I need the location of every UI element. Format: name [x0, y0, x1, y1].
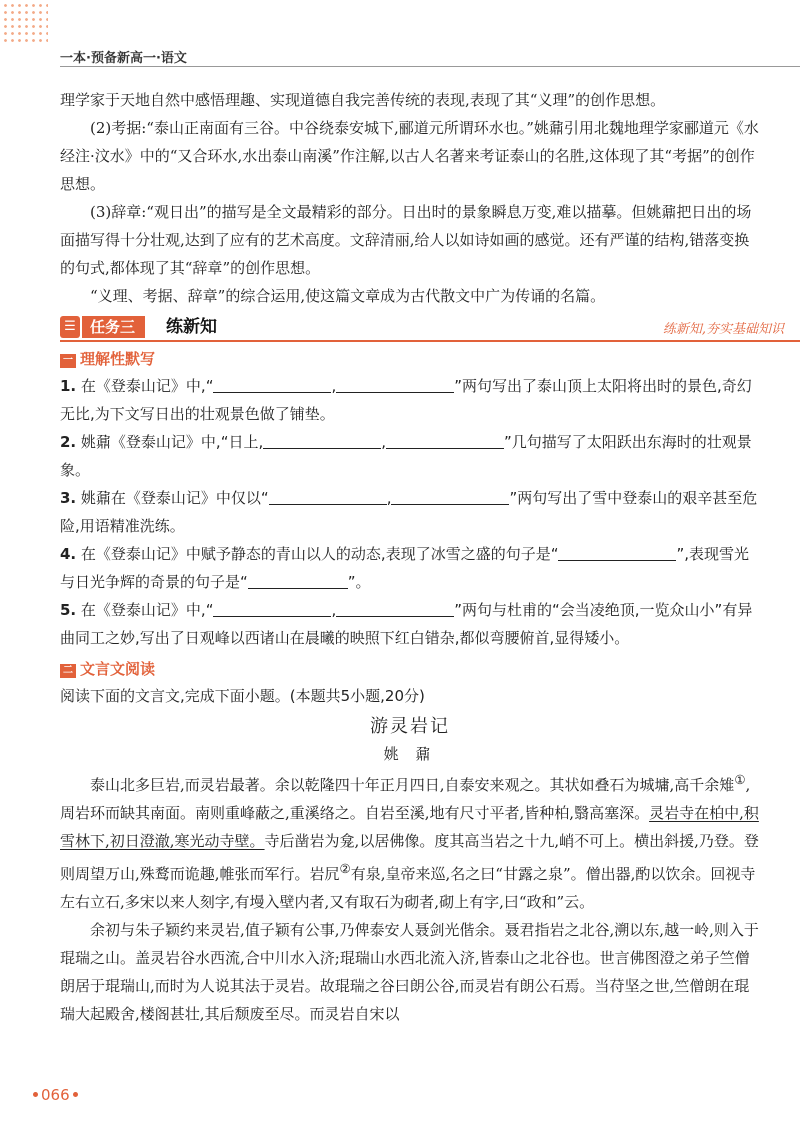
task-divider — [60, 340, 800, 342]
page-content — [60, 86, 784, 1028]
section-1-title: 理解性默写 — [80, 350, 156, 368]
answer-blank[interactable] — [248, 570, 348, 589]
task-slogan: 练新知,夯实基础知识 — [662, 322, 784, 337]
question-2: 2. 姚鼐《登泰山记》中,“日上, , ”几句描写了太阳跃出东海时的壮观景象。 — [60, 428, 760, 484]
decorative-dot-pattern — [2, 2, 48, 42]
section-1-heading — [60, 346, 760, 372]
book-series-label: 一本·预备新高一·语文 — [60, 51, 187, 66]
answer-blank[interactable] — [386, 430, 504, 449]
question-4: 4. 在《登泰山记》中赋予静态的青山以人的动态,表现了冰雪之盛的句子是“ ”,表现雪光与日光争辉的奇景的句子是“ ”。 — [60, 540, 760, 596]
answer-blank[interactable] — [336, 374, 454, 393]
header-divider — [60, 66, 800, 67]
answer-blank[interactable] — [269, 486, 387, 505]
task-banner — [60, 314, 784, 342]
underlined-sentence: 灵岩寺在柏中,积雪林下,初日澄澈,寒光动寺壁。 — [60, 804, 759, 850]
answer-blank[interactable] — [213, 598, 331, 617]
intro-paragraph-2: (2)考据:“泰山正南面有三谷。中谷绕泰安城下,郦道元所谓环水也。”姚鼐引用北魏地理学家郦道元《水经注·汶水》中的“又合环水,水出泰山南溪”作注解,以古人名著来考证泰山的名胜,这体现了其“考据”的创作思想。 — [60, 119, 759, 193]
task-tag: 任务三 — [82, 316, 145, 338]
passage-title: 游灵岩记 — [370, 716, 450, 737]
question-1: 1. 在《登泰山记》中,“ , ”两句写出了泰山顶上太阳将出时的景色,奇幻无比,为下文写日出的壮观景色做了铺垫。 — [60, 372, 760, 428]
question-3: 3. 姚鼐在《登泰山记》中仅以“ , ”两句写出了雪中登泰山的艰辛甚至危险,用语精准洗练。 — [60, 484, 760, 540]
passage-author: 姚 鼐 — [383, 745, 437, 763]
section-2-number: 二 — [60, 664, 76, 678]
intro-paragraph-4: “义理、考据、辞章”的综合运用,使这篇文章成为古代散文中广为传诵的名篇。 — [90, 287, 606, 305]
answer-blank[interactable] — [336, 598, 454, 617]
section-1-number: 一 — [60, 354, 76, 368]
page-number: 066 — [30, 1086, 81, 1104]
passage-paragraph-1: 泰山北多巨岩,而灵岩最著。余以乾隆四十年正月四日,自泰安来观之。其状如叠石为城墉,高千余雉①,周岩环而缺其南面。南则重峰蔽之,重溪络之。自岩至溪,地有尺寸平者,皆种柏,翳高塞深。灵岩寺在柏中,积雪林下,初日澄澈,寒光动寺壁。寺后凿岩为龛,以居佛像。度其高当岩之十九,峭不可上。横出斜援,乃登。登则周望万山,殊鹜而诡趣,帷张而军行。岩凥②有泉,皇帝来巡,名之曰“甘露之泉”。僧出器,酌以饮余。回视寺左右立石,多宋以来人刻字,有墁入壁内者,又有取石为砌者,砌上有字,曰“政和”云。 — [60, 772, 759, 911]
reading-instruction: 阅读下面的文言文,完成下面小题。(本题共5小题,20分) — [60, 687, 425, 705]
question-5: 5. 在《登泰山记》中,“ , ”两句与杜甫的“会当凌绝顶,一览众山小”有异曲同工之妙,写出了日观峰以西诸山在晨曦的映照下红白错杂,都似弯腰俯首,显得矮小。 — [60, 596, 760, 652]
list-icon: ☰ — [60, 316, 80, 338]
section-2-title: 文言文阅读 — [80, 660, 156, 678]
intro-paragraph-1: 理学家于天地自然中感悟理趣、实现道德自我完善传统的表现,表现了其“义理”的创作思想。 — [60, 91, 666, 109]
answer-blank[interactable] — [263, 430, 381, 449]
intro-paragraph-3: (3)辞章:“观日出”的描写是全文最精彩的部分。日出时的景象瞬息万变,难以描摹。但姚鼐把日出的场面描写得十分壮观,达到了应有的艺术高度。文辞清丽,给人以如诗如画的感觉。还有严谨的结构,错落变换的句式,都体现了其“辞章”的创作思想。 — [60, 203, 752, 277]
passage-paragraph-2: 余初与朱子颖约来灵岩,值子颖有公事,乃俾泰安人聂剑光偕余。聂君指岩之北谷,溯以东,越一岭,则入于琨瑞之山。盖灵岩谷水西流,合中川水入济;琨瑞山水西北流入济,皆泰山之北谷也。世言佛图澄之弟子竺僧朗居于琨瑞山,而时为人说其法于灵岩。故琨瑞之谷曰朗公谷,而灵岩有朗公石焉。当苻坚之世,竺僧朗在琨瑞大起殿舍,楼阁甚壮,其后颓废至尽。而灵岩自宋以 — [60, 921, 759, 1023]
footnote-marker: ① — [734, 772, 746, 787]
footnote-marker: ② — [339, 861, 351, 876]
answer-blank[interactable] — [391, 486, 509, 505]
task-title: 练新知 — [166, 317, 217, 337]
section-2-heading — [60, 656, 760, 682]
answer-blank[interactable] — [558, 542, 676, 561]
answer-blank[interactable] — [213, 374, 331, 393]
